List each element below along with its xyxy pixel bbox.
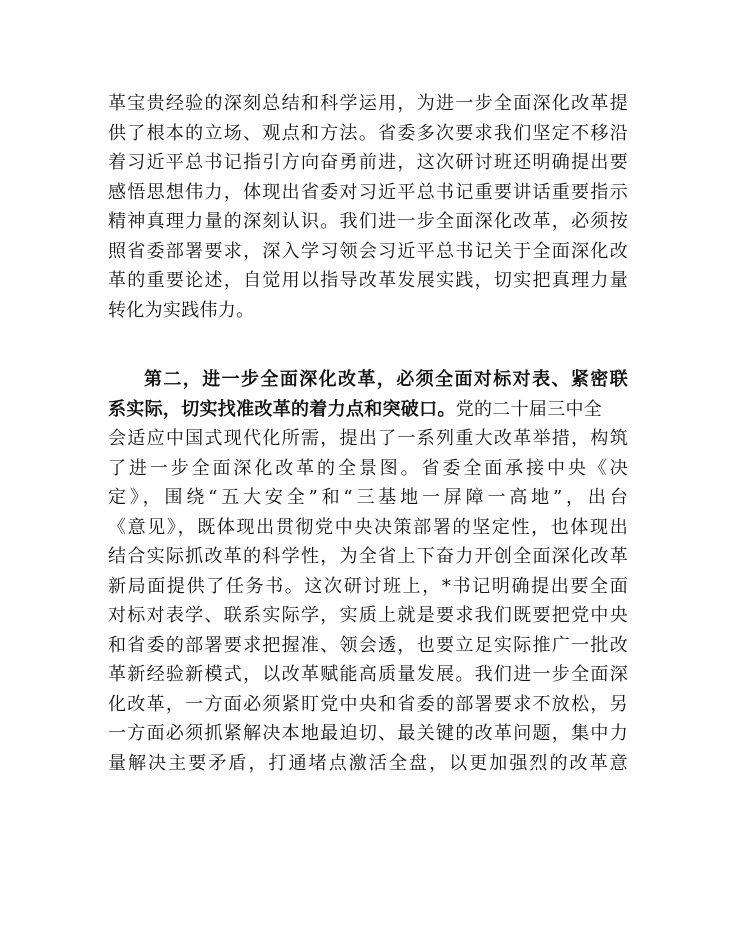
text-line: 供了根本的立场、观点和方法。省委多次要求我们坚定不移沿 [108, 122, 628, 144]
text-line-mixed [108, 395, 628, 425]
text-line: 和省委的部署要求把握准、领会透，也要立足实际推广一批改 [108, 634, 628, 656]
text-line: 会适应中国式现代化所需，提出了一系列重大改革举措，构筑 [108, 428, 628, 449]
text-line-tail: 党的二十届三中全 [455, 398, 603, 420]
paragraph-1 [108, 89, 628, 325]
text-line: 对标对表学、联系实际学，实质上就是要求我们既要把党中央 [108, 605, 628, 626]
text-line: 感悟思想伟力，体现出省委对习近平总书记重要讲话重要指示 [108, 181, 628, 203]
text-line: 精神真理力量的深刻认识。我们进一步全面深化改革，必须按 [108, 211, 628, 232]
text-line: 《意见》，既体现出贯彻党中央决策部署的坚定性，也体现出 [108, 516, 628, 538]
section-heading-tail: 系实际，切实找准改革的着力点和突破口。 [108, 398, 456, 420]
text-line: 量解决主要矛盾，打通堵点激活全盘，以更加强烈的改革意 [108, 752, 628, 774]
text-line: 结合实际抓改革的科学性，为全省上下奋力开创全面深化改革 [108, 546, 628, 567]
text-line: 照省委部署要求，深入学习领会习近平总书记关于全面深化改 [108, 240, 628, 262]
text-line: 革的重要论述，自觉用以指导改革发展实践，切实把真理力量 [108, 270, 628, 291]
text-line: 转化为实践伟力。 [108, 299, 255, 321]
paragraph-2 [108, 365, 628, 778]
text-line: 革新经验新模式，以改革赋能高质量发展。我们进一步全面深 [108, 664, 628, 685]
text-line: 一方面必须抓紧解决本地最迫切、最关键的改革问题，集中力 [108, 723, 628, 744]
text-line: 了进一步全面深化改革的全景图。省委全面承接中央《决 [108, 457, 628, 479]
section-heading-line: 第二，进一步全面深化改革，必须全面对标对表、紧密联 [144, 369, 628, 390]
text-line: 定》，围绕“五大安全”和“三基地一屏障一高地”，出台 [108, 487, 628, 508]
text-line: 革宝贵经验的深刻总结和科学运用，为进一步全面深化改革提 [108, 93, 628, 114]
text-line: 新局面提供了任务书。这次研讨班上，*书记明确提出要全面 [108, 575, 628, 597]
text-line: 着习近平总书记指引方向奋勇前进，这次研讨班还明确提出要 [108, 152, 628, 173]
text-line: 化改革，一方面必须紧盯党中央和省委的部署要求不放松，另 [108, 693, 628, 715]
